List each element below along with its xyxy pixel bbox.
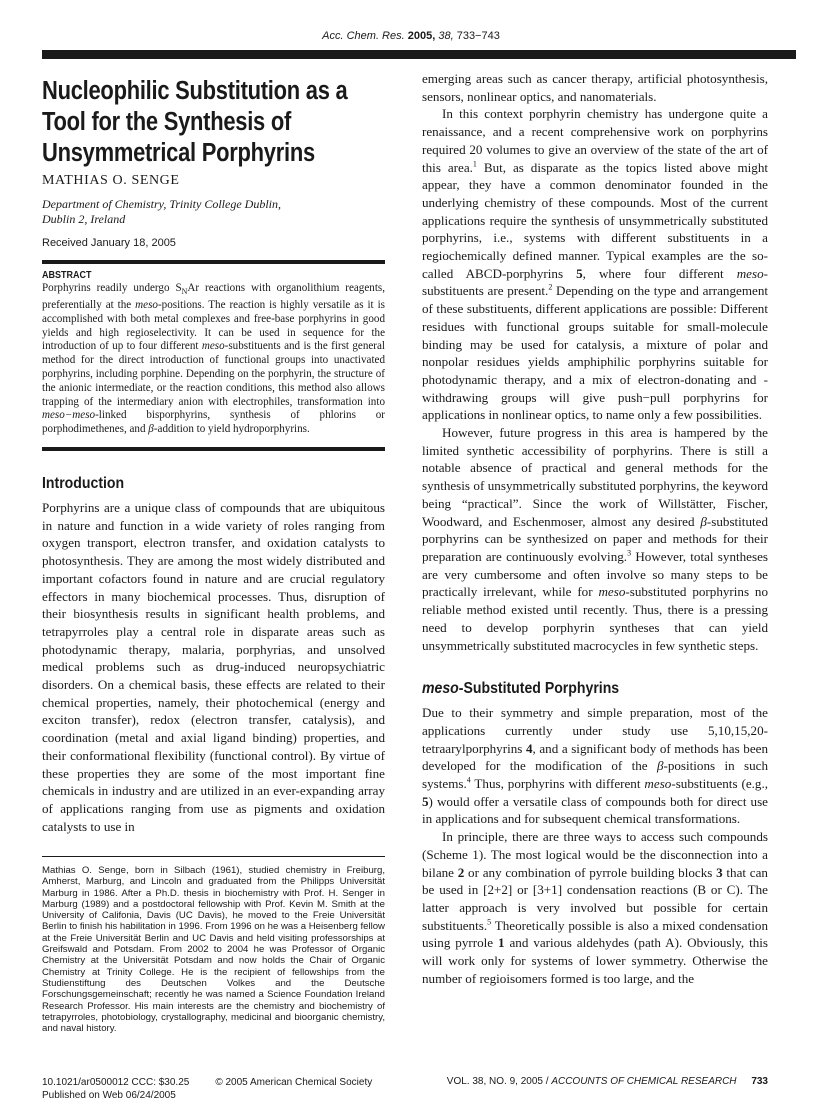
body-paragraph-1: emerging areas such as cancer therapy, artificial photosynthesis, sensors, nonlinear optics, and nanomaterials. (422, 71, 768, 104)
received-date: Received January 18, 2005 (42, 237, 176, 249)
affiliation-line-1: Department of Chemistry, Trinity College Dublin, (42, 197, 281, 211)
abstract-heading: ABSTRACT (42, 270, 92, 281)
author-name: MATHIAS O. SENGE (42, 173, 180, 188)
meso-paragraph-2: In principle, there are three ways to access such compounds (Scheme 1). The most logical would be the disconnection into a bilane 2 or any combination of pyrrole building blocks 3 that can be used in [2+2] or [3+1] condensation reactions (B or C). The latter approach is very involved but possible for certain substituents.$^5$ Theoretically possible is also a mixed condensation using pyrrole 1 and various aldehydes (path A). Obviously, this will work only for systems of lower symmetry. Otherwise the number of regioisomers formed is too large, and the (422, 829, 768, 986)
article-title: Nucleophilic Substitution as a Tool for the Synthesis of Unsymmetrical Porphyrins (42, 77, 348, 167)
footer-right (447, 1076, 768, 1087)
right-column (422, 70, 768, 987)
running-header (0, 30, 822, 42)
footer-doi: 10.1021/ar0500012 CCC: $30.25 (42, 1077, 190, 1088)
author-biography: Mathias O. Senge, born in Silbach (1961), studied chemistry in Freiburg, Amherst, Marburg, and Lincoln and graduated from the Philipps Universität Marburg in 1986. After a Ph.D. thesis in biochemistry with Prof. H. Senger in Marburg (1989) and a postdoctoral fellowship with Prof. Kevin M. Smith at the University of Califonia, Davis (UC Davis), he moved to the Freie Universität Berlin to finish his habilitation in 1996. From 1996 on he was a Heisenberg fellow at the Freie Universität Berlin and UC Davis and held visiting professorships at Greifswald and Potsdam. From 2002 to 2004 he was Professor of Organic Chemistry at the Universität Potsdam and now holds the Chair of Organic Chemistry at Trinity College. He is the recipient of fellowships from the Studienstiftung des Deutschen Volkes and the Deutsche Forschungsgemeinschaft; recently he was named a Science Foundation Ireland Research Professor. His main interests are the chemistry and biochemistry of tetrapyrroles, photobiology, crystallography, medicinal and bioorganic chemistry, and naval history. (42, 865, 385, 1035)
meso-section-heading: meso-Substituted Porphyrins (422, 680, 620, 698)
journal-year: 2005, (407, 30, 436, 42)
body-paragraph-3: However, future progress in this area is hampered by the limited synthetic accessibility of porphyrins. There is still a notable absence of practical and general methods for the synthesis of unsymmetrically substituted porphyrins, the keyword being “practical”. Since the work of Willstätter, Fischer, Woodward, and Eschenmoser, almost any desired β-substituted porphyrins can be synthesized on paper and methods for their preparation are continuously evolving.$^3$ However, total syntheses are very cumbersome and often involve so many steps to be practically irrelevant, while for meso-substituted porphyrins no reliable method existed until recently. Thus, there is a pressing need to develop porphyrin syntheses that can yield unsymmetrically substituted macrocycles in few synthetic steps. (422, 425, 769, 653)
footer-copyright: © 2005 American Chemical Society (215, 1077, 373, 1088)
abstract-text: Porphyrins readily undergo $S_NAr$ reactions with organolithium reagents, preferentially at the meso-positions. The reaction is highly versatile as it is accomplished with both metal complexes and free-base porphyrins in good yields and high regioselectivity. It can be used in sequence for the introduction of up to four different meso-substituents and is the first general method for the direct introduction of functional groups into unactivated porphyrins, including porphine. Depending on the porphyrin, the structure of the anionic intermediate, or the reaction conditions, this method also allows trapping of the intermediary anion with electrophiles, transformation into meso−meso-linked bisporphyrins, synthesis of phlorins or porphodimethenes, and β-addition to yield hydroporphyrins. (42, 282, 386, 436)
affiliation-line-2: Dublin 2, Ireland (42, 212, 126, 226)
footer-published: Published on Web 06/24/2005 (42, 1090, 176, 1101)
left-column (42, 70, 385, 835)
body-paragraph-2: In this context porphyrin chemistry has undergone quite a renaissance, and a recent comprehensive work on porphyrins required 20 volumes to give an overview of the state of the art of this area.$^1$ But, as disparate as the topics listed above might appear, they have a common denominator founded in the underlying chemistry of these compounds. Most of the current applications require the synthesis of unsymmetrically substituted porphyrins, i.e., systems with different substituents in a regiochemically defined manner. Typical examples are the so-called ABCD-porphyrins 5, where four different meso-substituents are present.$^2$ Depending on the type and arrangement of these substituents, different applications are possible: Different residues with functional groups suitable for small-molecule binding may be used for catalysis, a mixture of polar and nonpolar residues yields amphiphilic porphyrins suitable for photodynamic therapy, and a mix of electron-donating and -withdrawing groups will give push−pull porphyrins for applications in nonlinear optics, to name only a few possibilities. (422, 106, 769, 423)
footer-left (42, 1076, 372, 1102)
top-rule (42, 50, 796, 59)
introduction-heading: Introduction (42, 474, 125, 492)
footer-page-number: 733 (751, 1076, 768, 1087)
journal-pages: 733−743 (456, 30, 500, 42)
journal-volume: 38, (438, 30, 454, 42)
abstract-rule-bottom (42, 447, 385, 451)
journal-abbrev: Acc. Chem. Res. (322, 30, 405, 42)
meso-paragraph-1: Due to their symmetry and simple preparation, most of the applications currently under study use 5,10,15,20-tetraarylporphyrins 4, and a significant body of methods has been developed for the modification of the β-positions in such systems.$^4$ Thus, porphyrins with different meso-substituents (e.g., 5) would offer a versatile class of compounds both for direct use in applications and for subsequent chemical transformations. (422, 705, 769, 827)
introduction-paragraph: Porphyrins are a unique class of compounds that are ubiquitous in nature and function in a wide variety of roles ranging from oxygen transport, electron transfer, and oxidation catalysts to photosynthesis. They are among the most widely distributed and important cofactors found in nature and are crucial regulatory effectors in many biochemical processes. Thus, disruption of their biosynthesis results in significant health problems, and tetrapyrroles play a central role in disparate areas such as photodynamic therapy, malaria, porphyrias, and unsolved medical problems such as drug-induced neuropsychiatric disorders. On a chemical basis, these effects are related to their chemical properties, namely, their photochemical (energy and exciton transfer), redox (electron transfer, catalysis), and coordination (metal and axial ligand binding) properties, and their conformational flexibility (functional control). By virtue of these properties they are some of the most important fine chemicals in industry and are utilized in an ever-expanding array of applications ranging from use as pigments and oxidation catalysts to use in (42, 499, 385, 834)
abstract-rule-top (42, 260, 385, 264)
footer-journal-name: ACCOUNTS OF CHEMICAL RESEARCH (551, 1076, 737, 1087)
biography-rule (42, 856, 385, 857)
footer-volume: VOL. 38, NO. 9, 2005 / (446, 1076, 549, 1087)
author-affiliation (42, 197, 385, 227)
